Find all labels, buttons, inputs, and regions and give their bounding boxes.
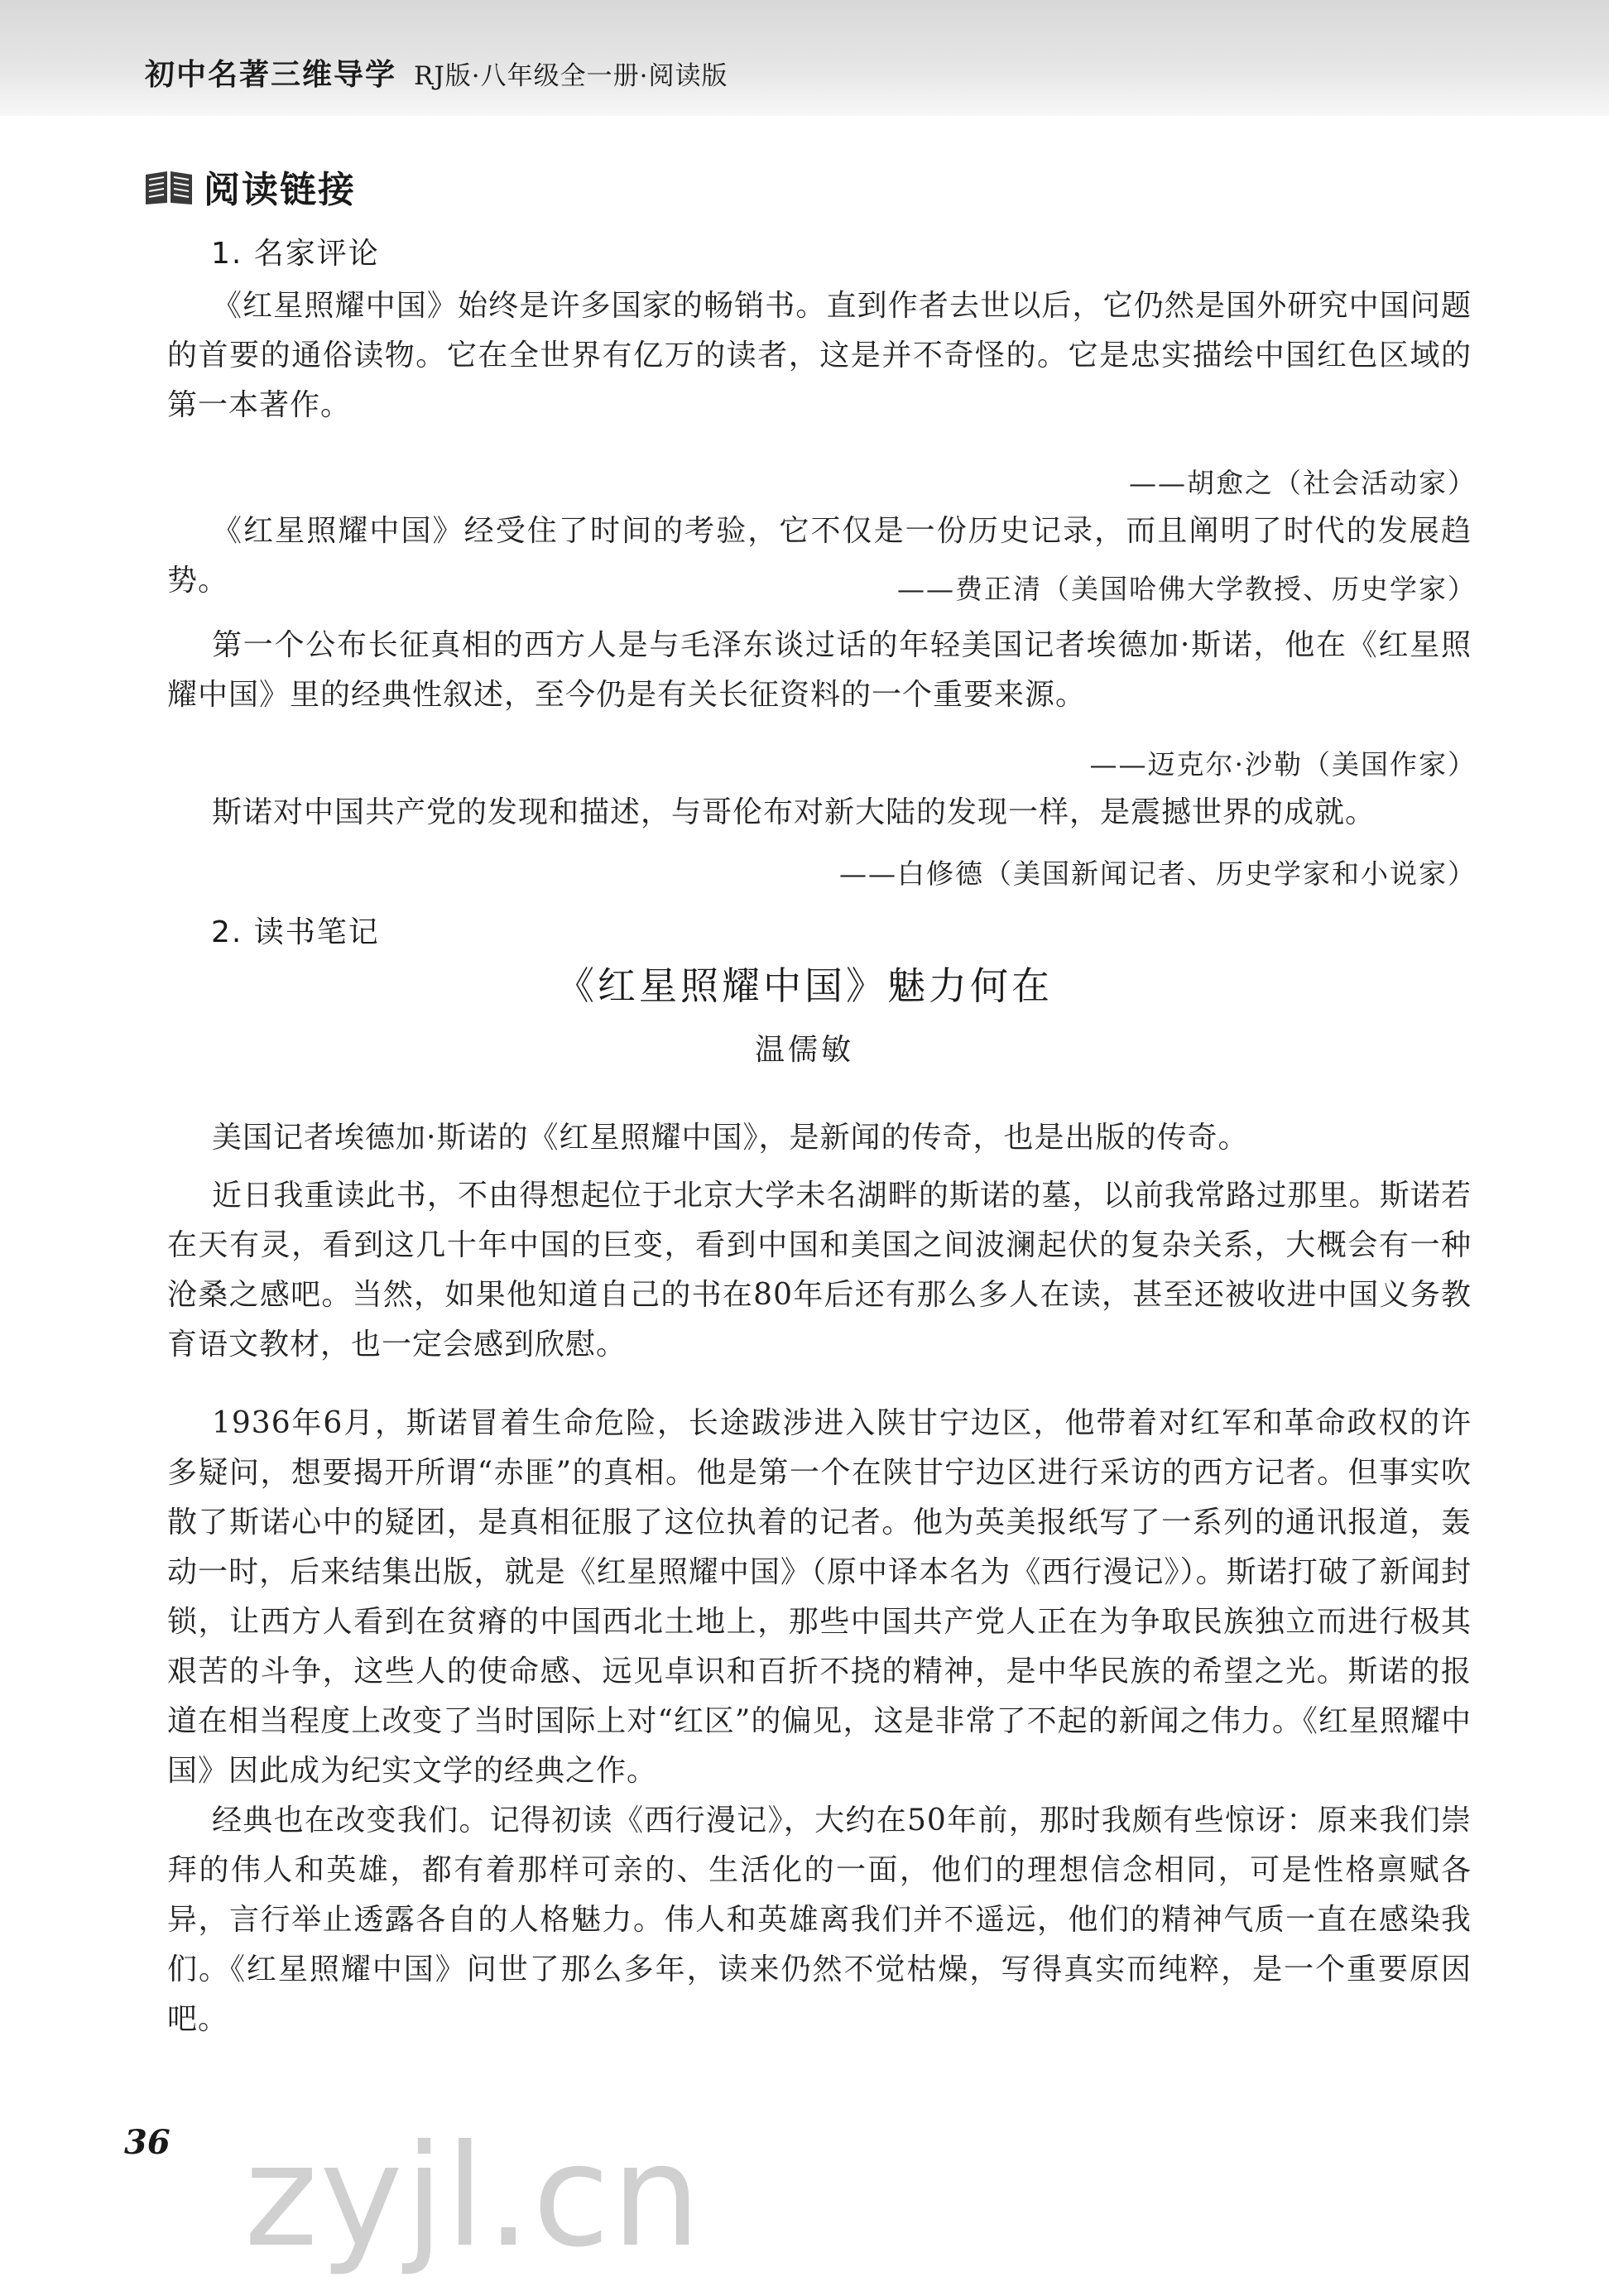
quote-text: 《红星照耀中国》始终是许多国家的畅销书。直到作者去世以后，它仍然是国外研究中国问题的首要的通俗读物。它在全世界有亿万的读者，这是并不奇怪的。它是忠实描绘中国红色区域的第一本著作。	[167, 289, 1472, 422]
article-paragraph: 经典也在改变我们。记得初读《西行漫记》，大约在50年前，那时我颇有些惊讶：原来我们崇拜的伟人和英雄，都有着那样可亲的、生活化的一面，他们的理想信念相同，可是性格禀赋各异，言行举止透露各自的人格魅力。伟人和英雄离我们并不遥远，他们的精神气质一直在感染我们。《红星照耀中国》问世了那么多年，读来仍然不觉枯燥，写得真实而纯粹，是一个重要原因吧。	[167, 1804, 1472, 2036]
quote-attribution: ——迈克尔·沙勒（美国作家）	[1089, 748, 1477, 781]
quote-attribution: ——白修德（美国新闻记者、历史学家和小说家）	[839, 857, 1477, 890]
part2-heading: 2. 读书笔记	[211, 915, 380, 949]
watermark: zyjl.cn	[244, 2115, 703, 2279]
quote-text: 第一个公布长征真相的西方人是与毛泽东谈过话的年轻美国记者埃德加·斯诺，他在《红星照耀中国》里的经典性叙述，至今仍是有关长征资料的一个重要来源。	[167, 628, 1472, 712]
article-title: 《红星照耀中国》魅力何在	[556, 963, 1053, 1008]
section-title: 阅读链接	[204, 169, 356, 211]
page-number: 36	[124, 2123, 171, 2162]
part1-heading: 1. 名家评论	[211, 237, 380, 271]
page-header	[0, 0, 1609, 116]
section-heading	[142, 161, 356, 211]
article-author: 温儒敏	[754, 1033, 854, 1067]
book-series-title: 初中名著三维导学	[145, 58, 397, 92]
article-paragraph: 美国记者埃德加·斯诺的《红星照耀中国》，是新闻的传奇，也是出版的传奇。	[212, 1121, 1249, 1155]
article-paragraph: 近日我重读此书，不由得想起位于北京大学未名湖畔的斯诺的墓，以前我常路过那里。斯诺若在天有灵，看到这几十年中国的巨变，看到中国和美国之间波澜起伏的复杂关系，大概会有一种沧桑之感吧。当然，如果他知道自己的书在80年后还有那么多人在读，甚至还被收进中国义务教育语文教材，也一定会感到欣慰。	[167, 1179, 1472, 1362]
quote-attribution: ——费正清（美国哈佛大学教授、历史学家）	[897, 573, 1477, 605]
article-paragraph: 1936年6月，斯诺冒着生命危险，长途跋涉进入陕甘宁边区，他带着对红军和革命政权的许多疑问，想要揭开所谓“赤匪”的真相。他是第一个在陕甘宁边区进行采访的西方记者。但事实吹散了斯诺心中的疑团，是真相征服了这位执着的记者。他为英美报纸写了一系列的通讯报道，轰动一时，后来结集出版，就是《红星照耀中国》（原中译本名为《西行漫记》）。斯诺打破了新闻封锁，让西方人看到在贫瘠的中国西北土地上，那些中国共产党人正在为争取民族独立而进行极其艰苦的斗争，这些人的使命感、远见卓识和百折不挠的精神，是中华民族的希望之光。斯诺的报道在相当程度上改变了当时国际上对“红区”的偏见，这是非常了不起的新闻之伟力。《红星照耀中国》因此成为纪实文学的经典之作。	[167, 1406, 1472, 1788]
edition-subtitle: RJ版·八年级全一册·阅读版	[414, 61, 728, 91]
quote-text: 斯诺对中国共产党的发现和描述，与哥伦布对新大陆的发现一样，是震撼世界的成就。	[212, 795, 1376, 829]
quote-attribution: ——胡愈之（社会活动家）	[1129, 467, 1477, 499]
open-book-icon	[142, 166, 195, 206]
quote-text: 《红星照耀中国》经受住了时间的考验，它不仅是一份历史记录，而且阐明了时代的发展趋势。	[167, 514, 1472, 598]
